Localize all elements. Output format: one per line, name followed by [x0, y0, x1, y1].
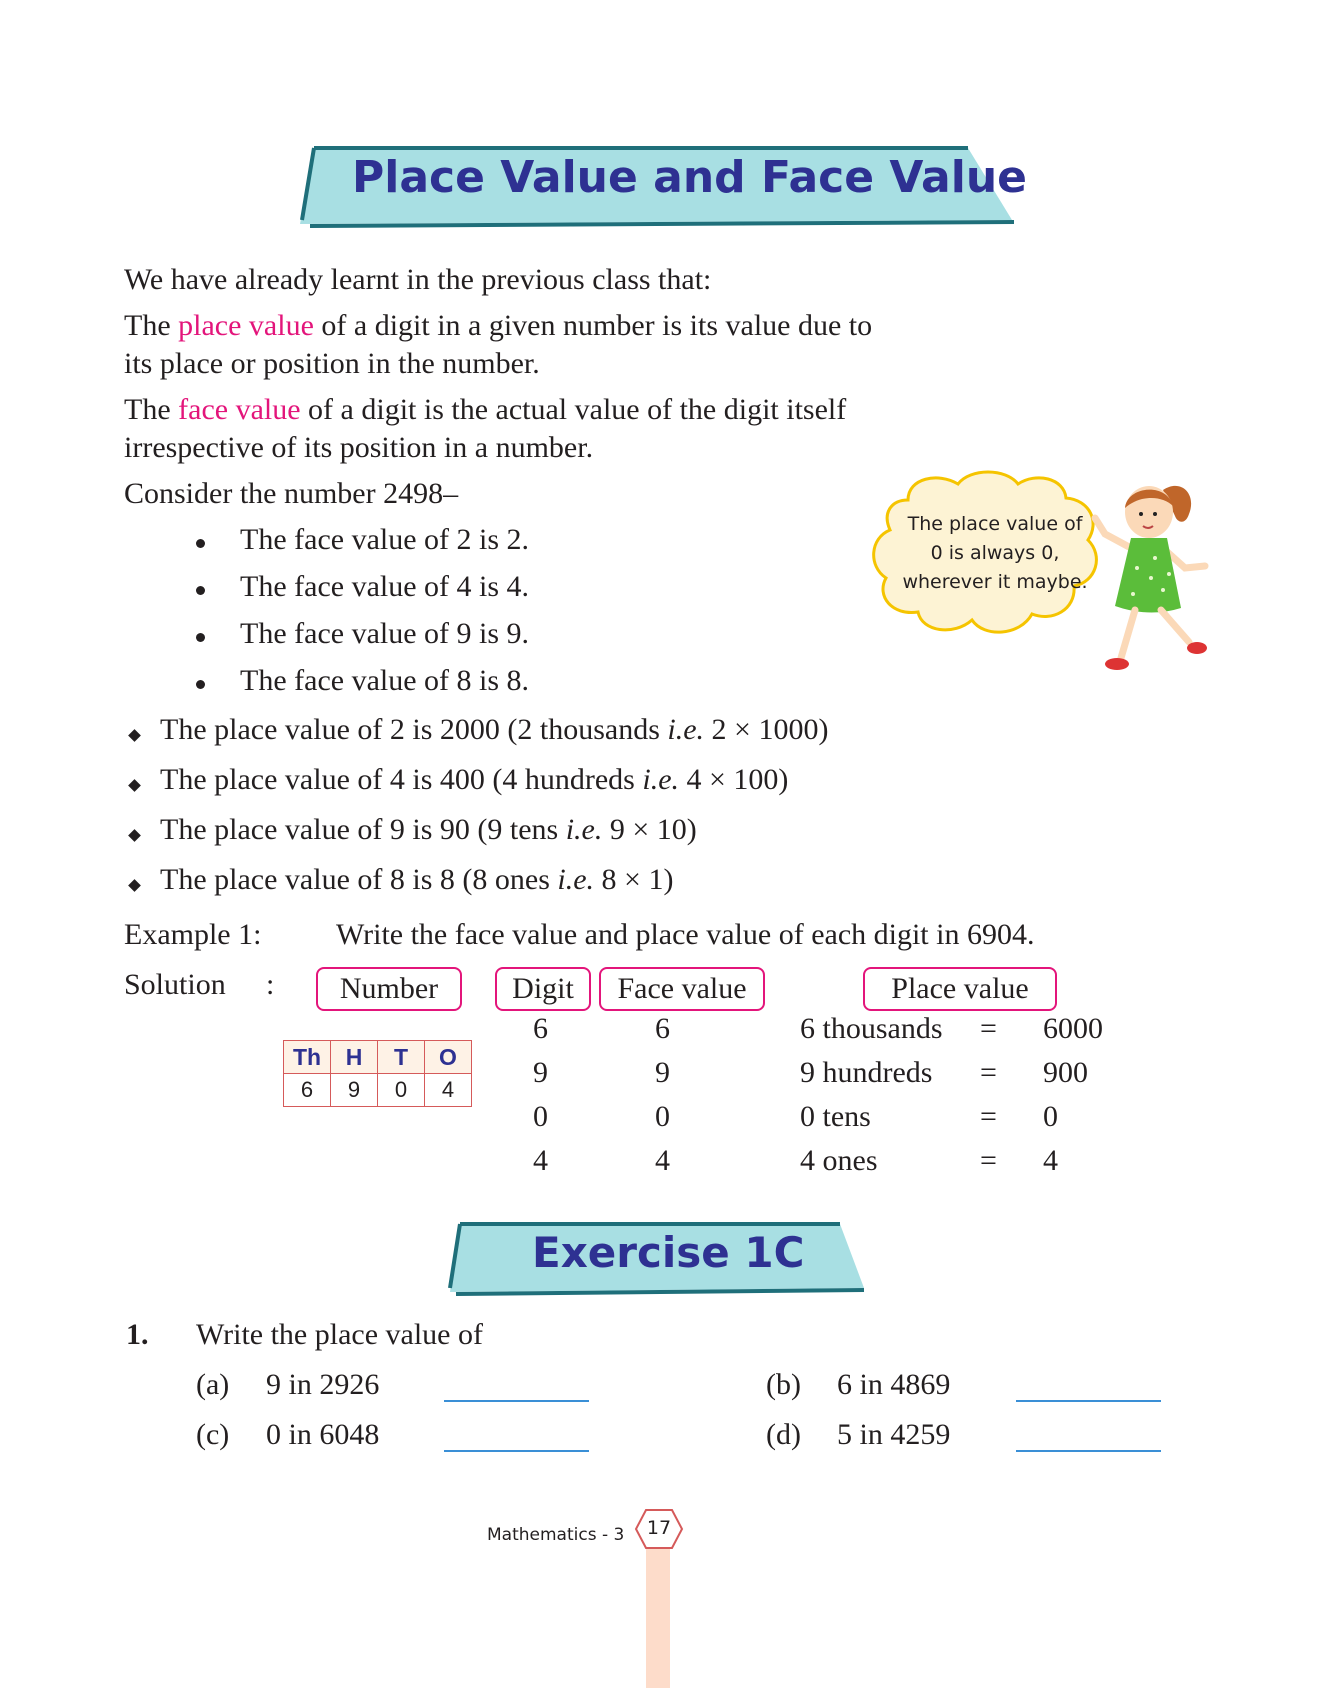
item-label: (a)	[196, 1368, 230, 1401]
diamond-bullet-icon	[128, 829, 141, 842]
thto-header-cell: O	[425, 1041, 472, 1074]
example-question: Write the face value and place value of each digit in 6904.	[336, 918, 1035, 951]
list-item: The place value of 8 is 8 (8 ones i.e. 8 × 1)	[160, 863, 674, 896]
bullet-dot-icon	[196, 586, 205, 595]
example-label: Example 1:	[124, 918, 262, 951]
digit-cell: 6	[533, 1012, 548, 1045]
page-number: 17	[646, 1517, 672, 1539]
diamond-bullet-icon	[128, 779, 141, 792]
list-item: The place value of 4 is 400 (4 hundreds i.e. 4 × 100)	[160, 763, 789, 796]
list-item: The face value of 9 is 9.	[240, 617, 530, 650]
item-label: (c)	[196, 1418, 230, 1451]
question-text: Write the place value of	[196, 1318, 483, 1351]
list-item: The place value of 9 is 90 (9 tens i.e. 9 × 10)	[160, 813, 697, 846]
face-value-header: Face value	[599, 967, 765, 1011]
answer-blank[interactable]	[444, 1400, 589, 1402]
thto-header-cell: H	[331, 1041, 378, 1074]
diamond-bullet-icon	[128, 879, 141, 892]
page-title: Place Value and Face Value	[352, 152, 1027, 203]
equals-sign: =	[980, 1144, 997, 1177]
item-text: 5 in 4259	[837, 1418, 951, 1451]
digit-cell: 0	[533, 1100, 548, 1133]
exercise-title: Exercise 1C	[532, 1228, 805, 1277]
thto-value-cell: 6	[284, 1074, 331, 1107]
number-header: Number	[316, 967, 462, 1011]
face-cell: 4	[655, 1144, 670, 1177]
place-words-cell: 6 thousands	[800, 1012, 943, 1045]
thto-value-cell: 4	[425, 1074, 472, 1107]
place-value-cell: 0	[1043, 1100, 1058, 1133]
list-item: The face value of 2 is 2.	[240, 523, 530, 556]
digit-header: Digit	[495, 967, 591, 1011]
thto-header-cell: T	[378, 1041, 425, 1074]
digit-cell: 4	[533, 1144, 548, 1177]
answer-blank[interactable]	[1016, 1450, 1161, 1452]
face-value-definition: The face value of a digit is the actual value of the digit itself irrespective of its position in a number.	[124, 393, 847, 464]
thto-header-cell: Th	[284, 1041, 331, 1074]
face-cell: 9	[655, 1056, 670, 1089]
page-strip	[646, 1548, 670, 1688]
bullet-dot-icon	[196, 633, 205, 642]
item-text: 6 in 4869	[837, 1368, 951, 1401]
intro-line: We have already learnt in the previous class that:	[124, 263, 712, 296]
place-value-cell: 4	[1043, 1144, 1058, 1177]
solution-label: Solution	[124, 968, 226, 1001]
girl-illustration	[1085, 478, 1220, 678]
diamond-bullet-icon	[128, 729, 141, 742]
place-words-cell: 4 ones	[800, 1144, 878, 1177]
face-cell: 0	[655, 1100, 670, 1133]
equals-sign: =	[980, 1100, 997, 1133]
item-text: 9 in 2926	[266, 1368, 380, 1401]
footer-subject: Mathematics - 3	[487, 1525, 625, 1545]
place-value-chart	[283, 1040, 472, 1107]
thto-value-cell: 0	[378, 1074, 425, 1107]
place-value-definition: The place value of a digit in a given number is its value due to its place or position in the number.	[124, 309, 873, 380]
place-value-cell: 6000	[1043, 1012, 1103, 1045]
cloud-text: The place value of 0 is always 0, wherever it maybe.	[902, 513, 1088, 593]
place-value-term: place value	[178, 309, 314, 342]
thto-value-cell: 9	[331, 1074, 378, 1107]
digit-cell: 9	[533, 1056, 548, 1089]
question-number: 1.	[126, 1318, 149, 1351]
place-words-cell: 0 tens	[800, 1100, 871, 1133]
place-value-header: Place value	[863, 967, 1057, 1011]
item-label: (d)	[766, 1418, 801, 1451]
place-words-cell: 9 hundreds	[800, 1056, 933, 1089]
place-value-cell: 900	[1043, 1056, 1088, 1089]
equals-sign: =	[980, 1012, 997, 1045]
solution-colon: :	[266, 968, 275, 1001]
answer-blank[interactable]	[444, 1450, 589, 1452]
list-item: The face value of 8 is 8.	[240, 664, 530, 697]
list-item: The place value of 2 is 2000 (2 thousands i.e. 2 × 1000)	[160, 713, 829, 746]
face-value-term: face value	[178, 393, 301, 426]
equals-sign: =	[980, 1056, 997, 1089]
item-label: (b)	[766, 1368, 801, 1401]
face-cell: 6	[655, 1012, 670, 1045]
consider-line: Consider the number 2498–	[124, 477, 459, 510]
bullet-dot-icon	[196, 539, 205, 548]
answer-blank[interactable]	[1016, 1400, 1161, 1402]
list-item: The face value of 4 is 4.	[240, 570, 530, 603]
item-text: 0 in 6048	[266, 1418, 380, 1451]
bullet-dot-icon	[196, 680, 205, 689]
